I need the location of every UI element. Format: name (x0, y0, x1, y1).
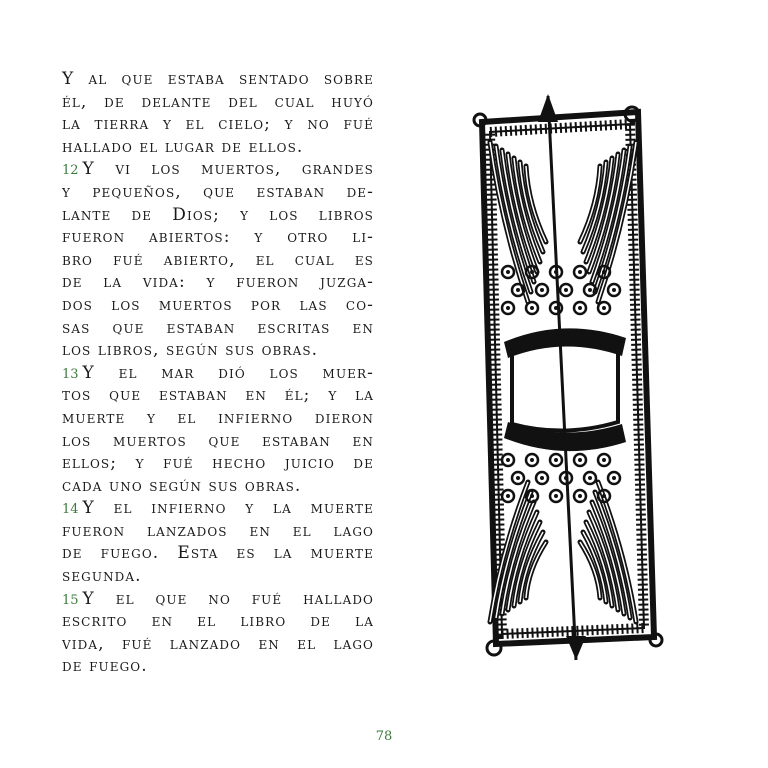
verse-text: hallado el lugar de ellos. (62, 136, 304, 157)
text-line (62, 294, 374, 317)
verse-number: 15 (62, 592, 79, 608)
text-line (62, 271, 374, 294)
text-line (62, 633, 374, 656)
swirl-dot (506, 458, 510, 462)
text-line (62, 181, 374, 204)
swirl-dot (564, 288, 568, 292)
text-line (62, 610, 374, 633)
verse-text: fueron lanzados en el lago (62, 520, 374, 541)
swirl-dot (554, 458, 558, 462)
verse-text: y pequeños, que estaban de- (62, 181, 374, 202)
verse-text: de la vida: y fueron juzga- (62, 272, 374, 293)
text-line (62, 384, 374, 407)
verse-number: 14 (62, 502, 79, 518)
verse-text: la tierra y el cielo; y no fué (62, 114, 374, 135)
swirl-dot (540, 476, 544, 480)
verse-number: 13 (62, 366, 79, 382)
verse-text: lante de Dios; y los libros (62, 204, 374, 225)
swirl-dot (530, 458, 534, 462)
swirl-dot (588, 476, 592, 480)
text-line (62, 565, 374, 588)
swirl-dot (578, 494, 582, 498)
swirl-dot (602, 306, 606, 310)
verse-text: de fuego. (62, 656, 148, 677)
text-line (62, 91, 374, 114)
swirl-dot (578, 458, 582, 462)
verse-text: muerte y el infierno dieron (62, 407, 374, 428)
verse-text: los muertos que estaban en (62, 430, 374, 451)
verse-text: él, de delante del cual huyó (62, 91, 374, 112)
swirl-dot (540, 288, 544, 292)
swirl-dot (530, 494, 534, 498)
verse-text: Y el que no fué hallado (82, 588, 374, 609)
swirl-dot (506, 494, 510, 498)
swirl-dot (602, 458, 606, 462)
text-line (62, 362, 374, 385)
verse-text: bro fué abierto, el cual es (62, 249, 374, 270)
swirl-dot (554, 494, 558, 498)
text-line (62, 542, 374, 565)
text-line (62, 430, 374, 453)
swirl-dot (602, 270, 606, 274)
text-line (62, 497, 374, 520)
swirl-dot (588, 288, 592, 292)
verse-text: escrito en el libro de la (62, 611, 374, 632)
bottom-arrow-head (566, 636, 586, 660)
text-line (62, 136, 374, 159)
verse-text: Y al que estaba sentado sobre (62, 69, 374, 89)
swirl-dot (530, 270, 534, 274)
verse-text: sas que estaban escritas en (62, 317, 374, 338)
verse-text: ellos; y fué hecho juicio de (62, 453, 374, 474)
text-line (62, 655, 374, 678)
swirl-dot (530, 306, 534, 310)
ornamental-winged-panel-illustration (468, 92, 664, 664)
verse-text: dos los muertos por las co- (62, 294, 374, 315)
text-line (62, 339, 374, 362)
verse-number: 12 (62, 163, 79, 179)
text-line (62, 113, 374, 136)
swirl-dot (506, 306, 510, 310)
verse-text: los libros, según sus obras. (62, 340, 319, 361)
text-line (62, 588, 374, 611)
text-line (62, 407, 374, 430)
top-arrow-head (538, 94, 558, 122)
scripture-text-column (62, 68, 374, 678)
text-line (62, 317, 374, 340)
text-line (62, 204, 374, 227)
text-line (62, 520, 374, 543)
text-line (62, 68, 374, 91)
verse-text: segunda. (62, 566, 142, 587)
verse-text: vida, fué lanzado en el lago (62, 633, 374, 654)
swirl-dot (602, 494, 606, 498)
text-line (62, 475, 374, 498)
verse-text: Y el mar dió los muer- (82, 362, 374, 383)
swirl-dot (612, 288, 616, 292)
swirl-dot (578, 270, 582, 274)
text-line (62, 158, 374, 181)
swirl-dot (612, 476, 616, 480)
verse-text: cada uno según sus obras. (62, 475, 302, 496)
text-line (62, 249, 374, 272)
text-line (62, 452, 374, 475)
swirl-dot (578, 306, 582, 310)
verse-text: fueron abiertos: y otro li- (62, 227, 374, 248)
swirl-dot (516, 288, 520, 292)
page-number: 78 (375, 729, 393, 744)
verse-text: Y vi los muertos, grandes (82, 159, 374, 180)
verse-text: de fuego. Esta es la muerte (62, 543, 374, 564)
verse-text: tos que estaban en él; y la (62, 385, 374, 406)
swirl-dot (506, 270, 510, 274)
text-line (62, 226, 374, 249)
verse-text: Y el infierno y la muerte (82, 498, 374, 519)
swirl-dot (516, 476, 520, 480)
